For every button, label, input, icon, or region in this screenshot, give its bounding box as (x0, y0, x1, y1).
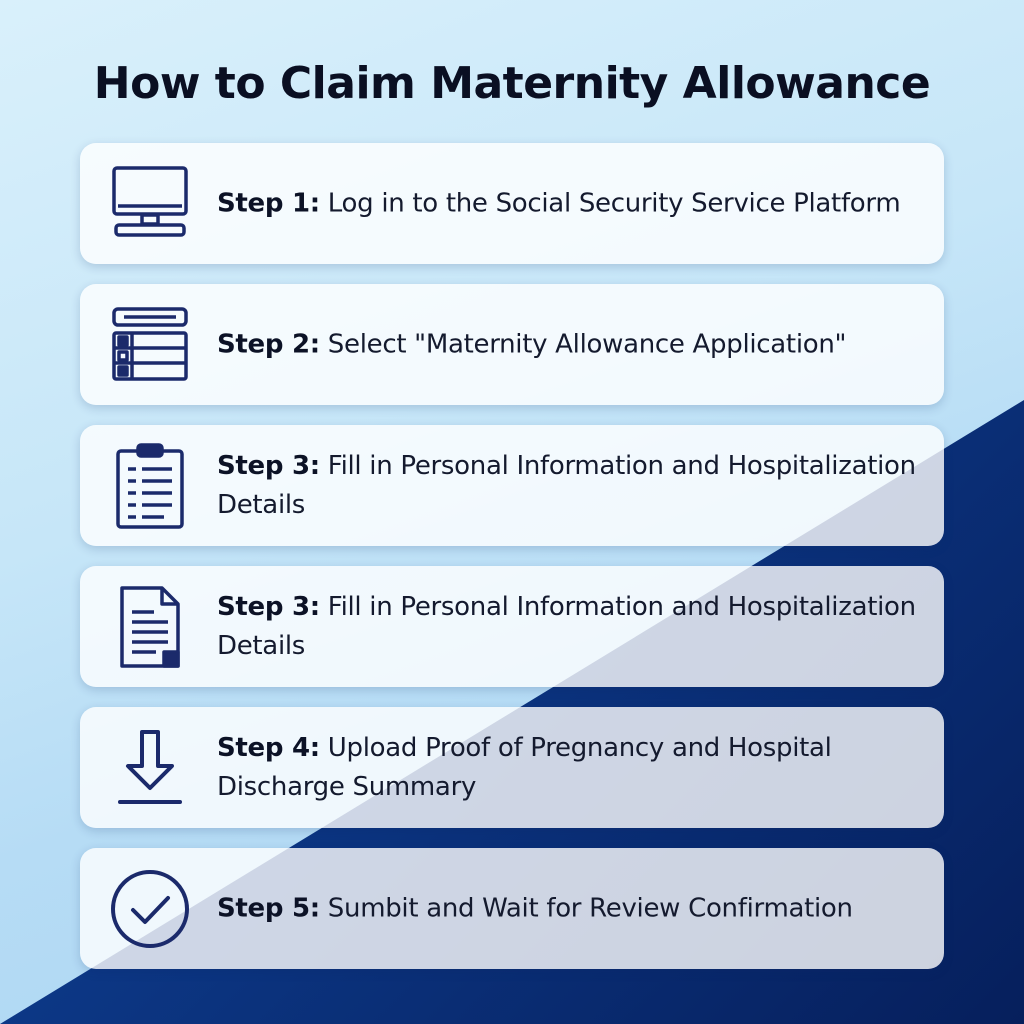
document-icon (108, 585, 192, 669)
monitor-icon (108, 162, 192, 246)
step-text (217, 447, 920, 525)
clipboard-icon (108, 444, 192, 528)
step-number: Step 1: (217, 188, 320, 218)
form-list-icon (108, 303, 192, 387)
step-description: Log in to the Social Security Service Platform (319, 188, 901, 218)
steps-list (80, 143, 944, 989)
step-number: Step 5: (217, 893, 320, 923)
step-number: Step 2: (217, 329, 320, 359)
step-text (217, 889, 920, 928)
step-description: Select "Maternity Allowance Application" (319, 329, 847, 359)
step-card-2 (80, 284, 944, 405)
step-text (217, 729, 920, 807)
check-circle-icon (108, 867, 192, 951)
step-card-3 (80, 425, 944, 546)
step-text (217, 588, 920, 666)
step-card-1 (80, 143, 944, 264)
step-text (217, 325, 920, 364)
page-title: How to Claim Maternity Allowance (93, 58, 931, 109)
step-card-5 (80, 707, 944, 828)
step-description: Upload Proof of Pregnancy and Hospital Discharge Summary (217, 732, 832, 802)
step-card-4 (80, 566, 944, 687)
step-text (217, 184, 920, 223)
step-card-6 (80, 848, 944, 969)
step-description: Fill in Personal Information and Hospitalization Details (217, 450, 916, 520)
step-number: Step 3: (217, 591, 320, 622)
step-description: Fill in Personal Information and Hospitalization Details (217, 591, 916, 661)
step-description: Sumbit and Wait for Review Confirmation (319, 893, 853, 923)
step-number: Step 3: (217, 450, 320, 481)
download-arrow-icon (108, 726, 192, 810)
step-number: Step 4: (217, 732, 320, 763)
